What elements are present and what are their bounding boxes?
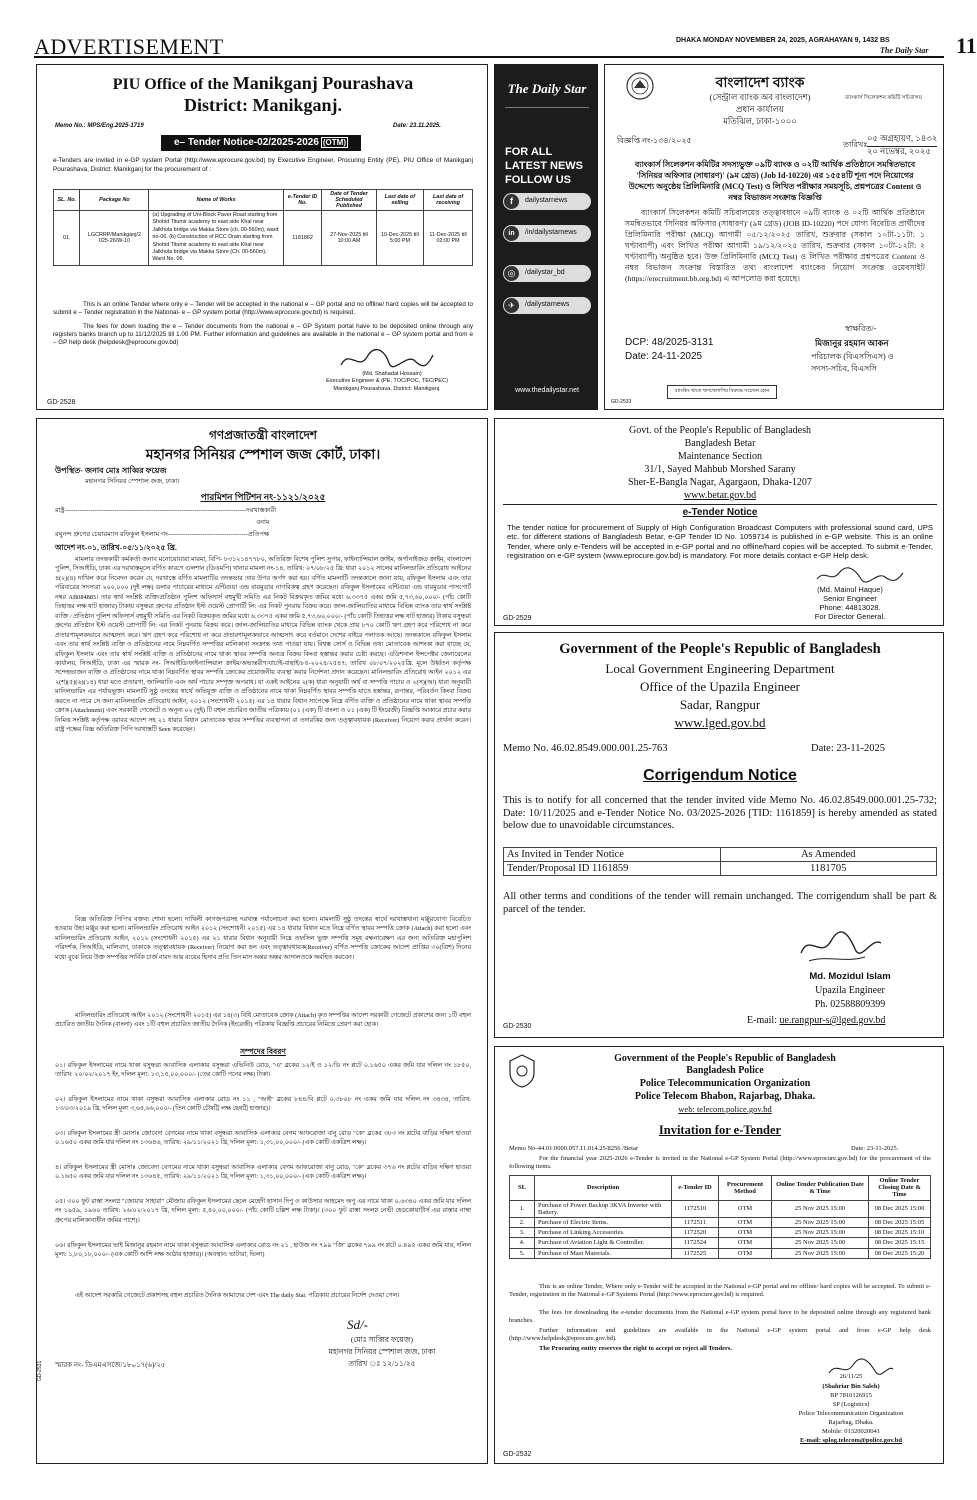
ad6-gd-code: GD-2532 xyxy=(503,1451,532,1458)
ad5-gd-code: GD-2530 xyxy=(503,1023,532,1030)
ad3-state: রাষ্ট্র------------------------------------------------------------------------------------দরখাস্তকারী xyxy=(55,507,277,514)
ad6-cell: 08 Dec 2025 15:20 xyxy=(869,1248,931,1258)
table-row xyxy=(504,848,937,862)
ad6-cell: 1172510 xyxy=(672,1200,719,1217)
table-row xyxy=(510,1248,931,1258)
ad1-sig-title: Executive Engineer & (PE, TOC/POC, TEC/PEC) xyxy=(326,378,448,384)
list-item: ৪। রফিকুল ইসলামের স্ত্রী মোসাঃ জোবেদা বেগমের নামে থাকা বসুন্ধরা আবাসিক এলাকার বেগম আফরোজা বানু রোড, "কে" ব্লকের ৩৭৬ নং প্লটের বাড়ির দক্ষিণ হাওয়া ০.১৬৫০ একর জমি যার দলিল নং ১৩৬৪৫, তারিখ: ২৯/১১/২০২১ খ্রি, দলিল মূল্য: ১,৩১,০০,০০০/- (এক কোটি একত্রিশ লক্ষ)। xyxy=(55,1164,471,1181)
ad3-p2: বিজ্ঞ অতিরিক্ত পিপি'র বক্তব্য শোনা হলো। দাখিলী কাগজপত্রসহ দরখাস্ত পর্যালোচনা করা হলো। মামলাটি সুষ্ঠু তদন্তের স্বার্থে দরখাস্তখানা মঞ্জুরযোগ্য বিবেচিত হওয়ায় উহা মঞ্জুর করা হলো। মানিলন্ডারিং প্রতিরোধ আইন ২০১২ (সংশোধনী ২০১৫) এর ১৪ ধারার বিধান মতে নিম্নে বর্ণিত স্থাবর সম্পত্তি ক্রোক (Attach) করা হলো এবং মানিলন্ডারিং প্রতিরোধ আইন, ২০১২ (সংশোধনী ২০১৫) এর ২১ ধারার বিধান অনুযায়ী নিম্নে তফসিল ভুক্ত সম্পত্তি সমূহ রক্ষনাবেক্ষণ এর জন্য অতিরিক্ত মহাপুলিশ পরিদর্শক, সিআইডি, মালিবাগ, ঢাকাকে তত্ত্বাবধায়ক (Receiver) নিয়োগ করা হল এবং তত্ত্বাবধায়ক(Receiver) বর্ণিত সম্পত্তি ক্রোকের আদেশ প্রাপ্তির ৩০(ত্রিশ) দিনের মধ্যে বুঝে নিয়ে উক্ত সম্পত্তির সার্বিক চার্জ বাবদ আয় ব্যয়ের হিসাব প্রতি তিন মাস অন্তর অন্তর আদালতকে অবহিত করবেন। xyxy=(55,916,471,961)
ad2-office: প্রধান কার্যালয় xyxy=(736,104,784,114)
ad1-table xyxy=(53,189,473,266)
ad5-sig-name: Md. Mozidul Islam xyxy=(809,971,891,982)
ad5-val1: Tender/Proposal ID 1161859 xyxy=(504,862,721,876)
ad1-notice-banner xyxy=(161,135,361,151)
ad5-table xyxy=(503,847,937,876)
ad3-petition: পারমিশন পিটিশন নং-১১২১/২০২৫ xyxy=(200,492,326,502)
ad4-sig-t1: Senior Engineer xyxy=(823,594,877,603)
ad6-cell: 08 Dec 2025 15:10 xyxy=(869,1228,931,1238)
ad1-sig-office: Manikganj Pourashava, District: Manikganj. xyxy=(333,386,441,392)
ad6-cell: OTM xyxy=(719,1248,772,1258)
ad6-l3: Police Telecommunication Organization xyxy=(639,1078,811,1089)
ad3-sig-title: মহানগর সিনিয়র স্পেশাল জজ, ঢাকা xyxy=(328,1347,436,1356)
paper-name: The Daily Star xyxy=(880,46,929,55)
ad1-memo: Memo No.: MPS/Eng.2025-1719 xyxy=(55,123,144,129)
ad6-cell: 08 Dec 2025 15:05 xyxy=(869,1218,931,1228)
ad3-sig-date: তারিখ ঃ ১২/১১/২৫ xyxy=(348,1359,416,1368)
ad3-l2: মহানগর সিনিয়র স্পেশাল জজ কোর্ট, ঢাকা। xyxy=(145,448,381,463)
ad1-signature xyxy=(337,347,437,373)
ad1-col: Package No xyxy=(80,190,149,211)
ad6-cell: 2. xyxy=(510,1218,535,1228)
ad6-web[interactable]: web: telecom.police.gov.bd xyxy=(678,1104,772,1114)
ad6-table-header xyxy=(510,1176,931,1201)
ad6-sig-t2: SP (Logistics) xyxy=(832,1401,870,1408)
ad4-title: e-Tender Notice xyxy=(682,507,758,518)
ad5-col2: As Amended xyxy=(720,848,937,862)
ad-police-telecom-tender xyxy=(494,1046,944,1464)
ad3-accused: রঘুনন্দ গ্রুপের চেয়ারম্যান রফিকুল ইসলাম গং-------------------------------------প্রতিপক্ষ xyxy=(55,531,270,538)
promo-link-label: /dailystar_bd xyxy=(525,269,565,276)
page-number: 11 xyxy=(956,33,977,58)
ad6-sig-name: (Shahriar Bin Saleh) xyxy=(822,1383,880,1390)
promo-link-label: /dailystarnews xyxy=(525,301,570,308)
table-row xyxy=(510,1238,931,1248)
ad6-cell: Purchase of Linking Accessories. xyxy=(535,1228,672,1238)
ad3-order: আদেশ নং-০১, তারিখ-০৫/১১/২০২৫ খ্রি. xyxy=(55,543,177,552)
ad2-date: Date: 24-11-2025 xyxy=(625,351,703,362)
ad1-org-name: Manikganj Pourashava xyxy=(232,73,414,93)
ad3-gd-code: GD-2531 xyxy=(37,1360,43,1381)
list-item: ০৬। রফিকুল ইসলামের ভাই মিজানুর রহমান নামে থাকা বসুন্ধরা আবাসিক এলাকার রোড নং ২১ , হাউজ নং ৭৯৯ "জি" ব্লকের ৭৯৯ নং প্লটে ০.৪৯৫ একর জমি যার, দলিল মূল্য: ১,৮০,১৮,০০০/- (এক কোটি আশি লক্ষ আঠার হাজার)। (অবস্থান: ভাটারা, ভিলা) xyxy=(55,1242,471,1259)
ad2-title: ব্যাংকার্স সিলেকশন কমিটির সদস্যভুক্ত ০৯টি ব্যাংক ও ০২টি আর্থিক প্রতিষ্ঠানে সমন্বিতভাবে 'সিনিয়র অফিসার (সাধারণ)' (৯ম গ্রেড) (Job Id-10220) এর ১৫৫৪টি শূন্য পদে নিয়োগের উদ্দেশ্যে অনুষ্ঠেয় প্রিলিমিনারি (MCQ Test) ও লিখিত পরীক্ষার সময়সূচি, প্রশ্নপত্রের Content ও নম্বর বিভাজন সংক্রান্ত বিজ্ঞপ্তি xyxy=(628,160,922,202)
ad6-cell: 1172524 xyxy=(672,1238,719,1248)
promo-logo: The Daily Star xyxy=(507,81,587,96)
ad3-present2: মহানগর সিনিয়র স্পেশাল জজ, ঢাকা। xyxy=(85,478,180,485)
ad3-schedule: সম্পদের বিবরণ xyxy=(240,1047,286,1056)
ad6-cell: OTM xyxy=(719,1228,772,1238)
table-row xyxy=(510,1218,931,1228)
ad6-table xyxy=(509,1175,931,1259)
ad-manikganj-tender xyxy=(36,64,488,410)
ad6-cell: 08 Dec 2025 15:00 xyxy=(869,1200,931,1217)
ad1-cell: (a) Upgrading of Uni-Block Paver Road starting from Shohid Titumir academy to east side Khal near Jalkhola bridge via Makka Store (ch. 00-560m), ward no-06. (b) Construction of RCC Drain starting from Shohid Titumir academy to east side Khal near Jalkhola bridge via Makka Store (Ch. 00-560m), Ward No. 06. xyxy=(149,211,283,266)
ad1-gd-code: GD-2528 xyxy=(47,399,76,406)
ad6-cell: OTM xyxy=(719,1218,772,1228)
ad5-title: Corrigendum Notice xyxy=(643,767,797,784)
ad-bangladesh-bank xyxy=(604,64,944,410)
ad4-signature xyxy=(815,567,905,585)
ad6-p3: Further information and guidelines are available in the National e-GP system portal and from e-GP help desk (http://www.helpdesk@eprocure.gov.bd). xyxy=(509,1327,931,1342)
ad5-email-row xyxy=(747,1015,885,1026)
ad2-gd-code: GD-2533 xyxy=(611,399,632,405)
ad1-notice: e– Tender Notice-02/2025-2026 xyxy=(173,137,319,148)
ad6-p4: The Procuring entity reserves the right to accept or reject all Tenders. xyxy=(539,1345,733,1352)
ad4-sig-name: (Md. Mainul Haque) xyxy=(817,585,883,594)
ad2-dcp: DCP: 48/2025-3131 xyxy=(625,337,714,348)
ad3-p1: মামলার তদন্তকারী কর্মকর্তা জনাব মনোয়োয়ারা মারমা, বিপি- ৮৩১২১৪৭৭৮০, অতিরিক্ত বিশেষ পুলিশ সুপার, ফাইন্যান্সিয়াল ক্রাইম, অর্গানাইজড ক্রাইম, বাংলাদেশ পুলিশ, সিআইডি, ঢাকা এর দরখাস্তমূলে বর্ণিত কারণে গুলশান (ডিএমপি) থানার মামলা নং-১৪, তারিখ: ০৭/০৮/২৫ খ্রি: ধারা ২০১২ সালের মানিলন্ডারিং প্রতিরোধ আইনের ৪(২)(৪) দাখিল করে নিবেদন করেন যে, দরখাস্তে বর্ণিত মামলাটির তদন্তভার তার উপর অর্পণ করা হয়। বর্ণিত মামলাটি তদন্তকালে জানা যায়, রফিকুল ইসলাম এবং তার পরিবারের সদস্যরা ২০০,০০০ (দুই লক্ষ) ডলার পাচারের মাধ্যমে এন্টিগুয়া এন্ড বারমুডার নাগরিকত্ব গ্রহণ করেছেন। রফিকুল ইসলামের এন্টিগুয়া এন্ড বারমুডার পাসপোর্ট নম্বর AB084885। তার স্বার্থ সংশ্লিষ্ট ব্যক্তি/প্রতিষ্ঠান পুলিশ অফিসার্স বহুমুখী সমিতি এর নিকট বিক্রয়কৃত জমির মধ্যে ৬.৩৩৭৫ একর জমি ৫,৭৩,৬০,০০০/- (পাঁচ কোটি তিহাত্তর লক্ষ ষাট হাজার) টাকায় বসুন্ধরা গ্রুপের প্রতিষ্ঠান ইস্ট ওয়েস্ট প্রোপার্টি লি: এর নিকট পুনরায় বিক্রয় করে। জাল-জালিয়াতির মাধ্যমে বিভিন্ন ব্যাংক তার স্বার্থ সংশ্লিষ্ট ব্যক্তি / প্রতিষ্ঠান পুলিশ অফিসার্স বহুমুখী সমিতি এর নিকট বিক্রয়কৃত জমির মধ্যে ৬.৩৩৭৫ একর জমি ৫,৭৩,৬০,০০০/- (পাঁচ কোটি তিহাত্তর লক্ষ ষাট হাজার) টাকায় বসুন্ধরা গ্রুপের প্রতিষ্ঠান ইস্ট ওয়েস্ট প্রোপার্টি লি: এর নিকট পুনরায় বিক্রয় করে। জাল-জালিয়াতির মাধ্যমে বিভিন্ন ব্যাংক থেকে প্রায় ৮৭০ কোটি ঋণ গ্রহণ করে পরিশোধ না করে প্রতারণামূলকভাবে আত্মসাৎ করে। ঋণ গ্রহণ করে পরিশোধ না করে প্রতারণামূলকভাবে আত্মসাৎ করে বর্তমানে দেশের বাইরে পলাতক আছে। তদন্তকালে রফিকুল ইসলাম এবং তার স্বার্থ সংশ্লিষ্ট ব্যক্তি ও প্রতিষ্ঠানের নামে নিম্নবর্ণিত সম্পত্তির মালিকানা সংক্রান্ত তথ্য পাওয়া যায়। বিশ্বস্ত সোর্স ও বিভিন্ন তথ্য মোতাবেক আশংকা করা যাচ্ছে যে, রফিকুল ইসলাম এবং তার স্বার্থ সংশ্লিষ্ট ব্যক্তি ও প্রতিষ্ঠানের নামে থাকা স্থাবর সম্পত্তি অন্যত্র বিক্রয় কিংবা হস্তান্তর করার চেষ্টা করছে। এডিশনাল ইন্সপেক্টর জেনারেলের কার্যালয়, সিআইডি, ঢাকা এর স্মারক নং- সিআইডি/ফাইন্যান্সিয়াল ক্রাইম/অভ্যন্তরীণ/যাচাই-বাছাই/৮৫-২০২৪/২৫৪৭; তারিখ ০৮/০৭/২০২৫খ্রি. মূলে উর্ধ্বতন কর্তৃপক্ষ সন্দেহভাজন ব্যক্তি ও প্রতিষ্ঠানের নামে থাকা নিম্নবর্ণিত স্থাবর সম্পত্তি ক্রোকের প্রয়োজনীয় ব্যবস্থা করার নির্দেশনা প্রদান করেছেন। মানিলন্ডারিং প্রতিরোধ আইন ২০১২ এর ২(শ)(৫)(৬)(১৪) ধারা মতে প্রতারণা, জালিয়াতি এবং অর্থ পাচার সম্পৃক্ত অপরাধ। যা একই আইনের ২(ক) ধারা অনুযায়ী অর্থ বা সম্পত্তি পাচার ও ২(স)(আ) ধারা অনুযায়ী মানিলন্ডারিং এর পর্যায়ভুক্ত। মামলাটি সুষ্ঠু তদন্তের স্বার্থে অভিযুক্ত ব্যক্তি ও প্রতিষ্ঠানের নামে থাকা নিম্নবর্ণিত স্থাবর সম্পত্তি যাতে হস্তান্তর, রূপান্তর, পরিবর্তন কিংবা বিক্রয় করতে না পারে সে জন্য মানিলন্ডারিং প্রতিরোধ আইন, ২০১২ (সংশোধনী ২০১৫) এর ১৪ ধারার বিধান সাপেক্ষে নিম্নে বর্ণিত ব্যক্তি ও প্রতিষ্ঠানের নামে থাকা স্থাবর সম্পত্তি ক্রোক (Attachment) এবং সরকারী গেজেটে ও অনূন্য ০২ (দুই) টি বহুল প্রচারিত জাতীয় পত্রিকায় (০১ (এক) টি বাংলা ও ০১ (এক) টি ইংরেজী) বিজ্ঞপ্তি আকারে প্রচার করার নিমিত্ত সংশ্লিষ্ট কর্তৃপক্ষ বরাবর আদেশ সহ ২১ ধারার বিধান মোতাবেক স্থাবর সম্পত্তির ব্যবস্থাপনা বা তদারকির জন্য তত্ত্বাবধায়ক (Receiver) নিয়োগ করার প্রার্থনা করেন। রাষ্ট্র পক্ষের বিজ্ঞ অতিরিক্ত পিপি দরখাস্তটি Seen করেছেন। xyxy=(55,556,471,734)
ad6-cell: 1172511 xyxy=(672,1218,719,1228)
promo-headline: FOR ALL LATEST NEWS FOLLOW US xyxy=(505,146,584,186)
ad5-date: Date: 23-11-2025 xyxy=(811,743,885,754)
promo-link-facebook[interactable] xyxy=(503,193,591,210)
ad1-intro: e-Tenders are invited in e-GP system Portal (http://www.eprocure.gov.bd) by Executive Engineer, Procuring Entity (PE), PIU Office of Manikganj Pourashava, District: Manikganj for the procurement of : xyxy=(53,157,473,173)
ad4-l5: Sher-E-Bangla Nagar, Agargaon, Dhaka-1207 xyxy=(628,477,812,488)
ad1-cell: 27-Nov-2025 till 10:00 AM xyxy=(322,211,376,266)
list-item: ০১। রফিকুল ইসলামের নামে থাকা বসুন্ধরা আবাসিক এলাকার বসুন্ধরা এভিনিউ রোড, "এ" ব্লকের ১২/ই ও ১২/ডি নং প্লটে ০.১৬৫০ একর জমি যার দলিল নং ১৮৫০, তারিখ: ২০/০২/২০১৭ ইং, দলিল মূল্য: ১৩,১৫,০০,০০০/- (তের কোটি পনের লক্ষ) টাকা। xyxy=(55,1062,471,1079)
ad6-sig-t4: Rajarbag, Dhaka. xyxy=(828,1419,874,1426)
ad3-closing: এই আদেশ সরকারি গেজেটে প্রকাশসহ বহুল প্রচারিত দৈনিক আমাদের দেশ এবং The daily Star. পত্রিকায় প্রচারের নির্দেশ দেওয়া গেল। xyxy=(75,1292,400,1299)
ad4-l1: Govt. of the People's Republic of Bangladesh xyxy=(628,425,812,436)
ad1-col: e-Tender ID No. xyxy=(283,190,321,211)
ad1-date: Date: 23.11.2025. xyxy=(393,123,441,129)
ad6-cell: Purchase of Mast Materials. xyxy=(535,1248,672,1258)
ad6-date: Date: 23-11-2025. xyxy=(851,1145,899,1152)
ad6-p1: This is an online Tender, Where only e-Tender will be accepted in the National e-GP portal and no offline/ hard copies will be accepted. To submit e-Tender, registration in the National e-GP Systems Portal (http://www.eprocure.gov.bd) is required. xyxy=(509,1283,931,1298)
ad5-signature xyxy=(795,929,885,969)
promo-link-label: /in/dailystarnews xyxy=(525,229,577,236)
instagram-icon: ◎ xyxy=(504,266,519,281)
ad2-date2: ২০ নভেম্বর, ২০২৫ xyxy=(867,146,932,156)
ad4-url[interactable]: www.betar.gov.bd xyxy=(683,490,757,501)
table-row xyxy=(510,1228,931,1238)
ad6-sig-t5: Mobile: 01320020041 xyxy=(822,1428,880,1435)
ad-court-order xyxy=(36,418,488,1464)
ad3-present: উপস্থিত- জনাব মোঃ সাব্বির ফয়েজ xyxy=(55,466,167,475)
ad6-col: Description xyxy=(535,1176,672,1201)
table-row xyxy=(510,1200,931,1217)
ad6-cell: 25 Nov 2025 15:00 xyxy=(772,1200,869,1217)
ad1-cell: 01. xyxy=(54,211,80,266)
dateline: DHAKA MONDAY NOVEMBER 24, 2025, AGRAHAYAN 9, 1432 BS xyxy=(676,37,890,44)
list-item: ০৫। ৩০০ ফুট রাস্তা সংলগ্ন "জোয়ার সাহারা" মৌজায় রফিকুল ইসলামের ছেলে মেহেদী হাসান দিপু ও কাউসার আহমেদ অপু এর নামে থাকা ০.৬৩৪০ একর জমি যার দলিল নং ১৯৫৯, ১৯৬০ তারিখ: ২৬/০২/২০১৭ খ্রি, দলিল মূল্য: ৫,৪০,০০,০০০/- (পাঁচ কোটি চল্লিশ লক্ষ টাকা)। (৩০০ ফুট রাস্তা সংলগ্ন নেভী হেডকোয়ার্টার্স এর রাস্তার নাম্বা গ্রুপের মালিকানাধীন জমির পাশে)। xyxy=(55,1198,471,1224)
ad-lged-corrigendum xyxy=(494,632,944,1038)
police-logo-icon xyxy=(507,1053,537,1089)
ad1-col: Last date of selling xyxy=(376,190,424,211)
ad6-col: SL xyxy=(510,1176,535,1201)
ad4-l4: 31/1, Sayed Mahbub Morshed Sarany xyxy=(644,464,796,475)
ad6-cell: 5. xyxy=(510,1248,535,1258)
facebook-icon: f xyxy=(504,194,519,209)
ad1-org: PIU Office of the xyxy=(112,76,229,93)
ad5-sig-t2: Ph. 02588809399 xyxy=(814,999,886,1010)
ad2-org: বাংলাদেশ ব্যাংক xyxy=(715,76,805,91)
ad3-l1: গণপ্রজাতন্ত্রী বাংলাদেশ xyxy=(208,428,318,442)
ad5-l2: Local Government Engineering Department xyxy=(605,661,835,676)
ad6-cell: OTM xyxy=(719,1238,772,1248)
ad6-title: Invitation for e-Tender xyxy=(658,1123,782,1137)
ad-betar-tender xyxy=(494,418,944,626)
ad1-district: District: Manikganj. xyxy=(184,95,342,115)
ad6-cell: 1172520 xyxy=(672,1228,719,1238)
ad5-body2: All other terms and conditions of the tender will remain unchanged. The corrigendum shall be part & parcel of the tender. xyxy=(503,891,937,915)
ad6-sig-date: 26/11/25 xyxy=(839,1373,863,1380)
promo-link-telegram[interactable] xyxy=(503,297,591,314)
ad6-cell: 25 Nov 2025 15:00 xyxy=(772,1248,869,1258)
ad3-memo: স্মারক নং- ডিএমএসজে/১৮০১৭(৬)/২৫ xyxy=(55,1361,166,1369)
ad6-memo: Memo No-44.01.0000.057.11.014.25/8256 /Betar xyxy=(509,1145,639,1152)
ad5-url[interactable]: www.lged.gov.bd xyxy=(674,715,766,730)
ad2-signed: স্বাক্ষরিত/- xyxy=(845,324,877,333)
ad4-sig-t3: For Director General. xyxy=(814,612,886,621)
ad4-gd-code: GD-2529 xyxy=(503,615,532,622)
ad2-sig-name: মিজানুর রহমান আকন xyxy=(815,338,889,348)
ad1-col: Date of Tender Scheduled Published xyxy=(322,190,376,211)
ad1-otm: (OTM) xyxy=(322,138,346,147)
ad4-sig-t2: Phone: 44813028. xyxy=(819,603,881,612)
table-row xyxy=(504,862,937,876)
ad2-body: ব্যাংকার্স সিলেকশন কমিটি সচিবালয়ের তত্ত্বাবধানে ০৯টি ব্যাংক ও ০২টি আর্থিক প্রতিষ্ঠানে সমন্বিতভাবে 'সিনিয়র অফিসার (সাধারণ)' (৯ম গ্রেড) (JOB ID-10220) পদে যোগ্য বিবেচিত প্রার্থীদের প্রিলিমিনারি পরীক্ষা (MCQ) আগামী ০৫/১২/২০২৫ তারিখ, শুক্রবার (সকাল ১০টা-১১টা: ১ ঘণ্টাব্যাপী) এবং লিখিত পরীক্ষা আগামী ১৯/১২/২০২৫ তারিখ, শুক্রবার (সকাল ১০টা-১২টা: ২ ঘণ্টাব্যাপী) অনুষ্ঠিত হবে। উক্ত প্রিলিমিনারি (MCQ Test) ও লিখিত পরীক্ষার প্রশ্নপত্রের Content ও নম্বর বিভাজন সংক্রান্ত বিস্তারিত তথ্য বাংলাদেশ ব্যাংকের নিয়োগ সংক্রান্ত ওয়েবসাইট (https://erecruitment.bb.org.bd) এ আপলোড করা হয়েছে। xyxy=(625,208,925,283)
ad4-body: The tender notice for procurement of Supply of High Configuration Broadcast Computers with professional sound card, UPS etc. for different stations of Bangladesh Betar, e-GP Tender ID No. 1059714 is published in e-GP website. This is an online Tender, where only e-Tenders will be accepted in e-GP portal and no offline/hard copies will be accepted. To submit e-Tender, registration on e-GP system (www.eprocure.gov.bd) is mandatory. For more details contact e-GP Help desk. xyxy=(507,523,933,561)
ad2-footnote: ব্যাংকিং খাতে ঋণখেলাপির বিরুদ্ধে সচেতন হোন xyxy=(667,385,777,399)
ad1-header xyxy=(37,73,488,94)
ad1-para1: This is an online Tender where only e – Tender will be accepted in the national e – GP portal and no offline/ hard copies will be accepted to submit e – Tender registration in the National- e – GP system portal (http://www.eprocure.gov.bd) is required. xyxy=(53,301,473,316)
ad3-sig-name: (মোঃ সাব্বির ফয়েজ) xyxy=(350,1335,414,1344)
promo-link-linkedin[interactable] xyxy=(503,225,591,242)
ad6-l1: Government of the People's Republic of Bangladesh xyxy=(614,1053,836,1064)
ad6-l2: Bangladesh Police xyxy=(686,1065,764,1076)
masthead xyxy=(34,33,977,59)
table-row xyxy=(54,211,473,266)
section-title: ADVERTISEMENT xyxy=(34,34,224,59)
promo-daily-star xyxy=(494,64,598,410)
list-item: ০৩। রফিকুল ইসলামের স্ত্রী মোসাঃ জোবেদা বেগমের নামে থাকা বসুন্ধরা আবাসিক এলাকার বেগম আফরোজা বানু রোড "কে" ব্লকের ৩৮৩ নং প্লটের বাড়ির দক্ষিণ হাওয়া ০.১৬৫০ একর জমি যার দলিল নং ১৩৬৪৬, তারিখ: ২৯/১১/২০২১ খ্রি, দলিল মূল্য: ১,৩১,০০,০০০/- (এক কোটি একত্রিশ লক্ষ)। xyxy=(55,1130,471,1147)
ad5-col1: As Invited in Tender Notice xyxy=(504,848,721,862)
ad1-cell: 1181862 xyxy=(283,211,321,266)
ad5-sig-t1: Upazila Engineer xyxy=(815,985,885,996)
ad6-cell: 4. xyxy=(510,1238,535,1248)
ad2-sub: (সেন্ট্রাল ব্যাংক অব বাংলাদেশ) xyxy=(709,92,811,102)
promo-link-label: dailystarnews xyxy=(525,197,568,204)
ad1-table-header xyxy=(54,190,473,211)
ad1-sig-name: (Md. Shahadat Hossain) xyxy=(362,371,422,377)
ad2-sig-t1: পরিচালক (বিএসসিএস) ও xyxy=(811,352,894,361)
ad1-cell: 11-Dec-2025 till 02:00 PM xyxy=(424,211,473,266)
ad1-col: SL. No. xyxy=(54,190,80,211)
ad6-cell: 1. xyxy=(510,1200,535,1217)
ad5-body: This is to notify for all concerned that the tender invited vide Memo No. 46.02.8549.000.001.25-732; Date: 10/11/2025 and e-Tender Notice No. 03/2025-2026 [TID: 1161859] is hereby amended as stated below due to unavoidable circumstances. xyxy=(503,795,937,832)
ad2-date-label: তারিখঃ xyxy=(843,140,868,149)
ad6-col: Procurement Method xyxy=(719,1176,772,1201)
ad6-cell: Purchase of Power Backup 3KVA Inverter with Battery. xyxy=(535,1200,672,1217)
ad3-p3: মানিলন্ডারিং প্রতিরোধ আইন ২০১২ (সংশোধনী ২০১৫) এর ১৪(৩) বিধি মোতাবেক ক্রোক (Attach) কৃত সম্পত্তির আদেশ সরকারী গেজেটে প্রকাশের জন্য ১টি বহুল প্রচারিত জাতীয় দৈনিক (বাংলা) এবং ১টি বহুল প্রচারিত জাতীয় দৈনিক (ইংরেজী) পত্রিকায় বিজ্ঞপ্তি প্রচারের নিমিত্তে প্রেরণ করা হোক। xyxy=(55,1012,471,1029)
ad1-col: Last date of receiving xyxy=(424,190,473,211)
ad6-cell: 25 Nov 2025 15:00 xyxy=(772,1218,869,1228)
ad5-l4: Sadar, Rangpur xyxy=(679,697,761,712)
bank-seal-icon xyxy=(625,71,655,101)
linkedin-icon: in xyxy=(504,226,519,241)
ad6-cell: OTM xyxy=(719,1200,772,1217)
ad2-city: মতিঝিল, ঢাকা-১০০০ xyxy=(723,116,797,126)
ad6-col: Online Tender Publication Date & Time xyxy=(772,1176,869,1201)
ad6-email[interactable]: E-mail: splog.telecom@police.gov.bd xyxy=(799,1437,903,1444)
ad4-l3: Maintenance Section xyxy=(677,451,763,462)
ad6-col: e-Tender ID xyxy=(672,1176,719,1201)
ad6-sig-t3: Police Telecommunication Organization xyxy=(798,1410,904,1417)
ad5-email-label: E-mail: xyxy=(747,1015,777,1026)
telegram-icon: ✈ xyxy=(504,298,519,313)
ad6-cell: 3. xyxy=(510,1228,535,1238)
ad6-cell: 1172525 xyxy=(672,1248,719,1258)
ad6-sig-t1: BP 7810126915 xyxy=(830,1392,872,1399)
promo-link-instagram[interactable] xyxy=(503,265,591,282)
ad2-sig-t2: সদস্য-সচিব, বিএসসি xyxy=(811,364,877,373)
ad5-l1: Government of the People's Republic of Bangladesh xyxy=(559,641,881,657)
ad6-cell: 25 Nov 2025 15:00 xyxy=(772,1238,869,1248)
ad2-notice-no: বিজ্ঞপ্তি নং-১৩৪/২০২৫ xyxy=(617,136,692,145)
ad6-l4: Police Telecom Bhabon, Rajarbag, Dhaka. xyxy=(634,1091,816,1102)
ad6-intro: For the financial year 2025-2026 e-Tender is invited in the National e-GP System Portal (http://www.eprocure.gov.bd) for the procurement of the following items. xyxy=(509,1155,931,1170)
ad6-p2: The fees for downloading the e-tender documents from the National e-GP system portal have to be deposited online through any registered bank branches. xyxy=(509,1309,931,1324)
ad2-side: ব্যাংকার্স সিলেকশন কমিটি সচিবালয় xyxy=(845,95,922,101)
ad4-l2: Bangladesh Betar xyxy=(684,438,756,449)
ad6-cell: 25 Nov 2025 15:00 xyxy=(772,1228,869,1238)
ad5-l3: Office of the Upazila Engineer xyxy=(639,679,801,694)
ad5-val2: 1181705 xyxy=(720,862,937,876)
ad3-sd: Sd/- xyxy=(347,1317,368,1332)
ad6-cell: 08 Dec 2025 15:15 xyxy=(869,1238,931,1248)
ad5-memo: Memo No. 46.02.8549.000.001.25-763 xyxy=(503,743,668,754)
ad6-cell: Purchase of Electric Items. xyxy=(535,1218,672,1228)
ad1-para2: The fees for down loading the e – Tender documents from the national e – GP System portal have to be deposited online through any registers banks branch up to 11/12/2025 till 1.00 PM. Further information and guidelines are available in the national e – GP system portal and from e – GP help desk (helpdesk@eprocure.gov.bd) xyxy=(53,323,473,346)
ad1-col: Name of Works xyxy=(149,190,283,211)
promo-url[interactable]: www.thedailystar.net xyxy=(515,387,579,394)
list-item: ০২। রফিকুল ইসলামের নামে থাকা বসুন্ধরা আবাসিক এলাকার রোড নং ১১ , "আই" ব্লকের ৮৪৪/বি প্লটে ০.৩৮০৮ নং একর জমি যার দলিল নং ৩৪৩৪, তারিখ: ১৩/০৩/২০১৯ খ্রি, দলিল মূল্য ৩,৬৪,৬৬,০০০/- (তিন কোটি চৌষট্টি লক্ষ ছেষট্টি হাজার)। xyxy=(55,1096,471,1113)
ad3-vs: বনাম xyxy=(256,519,270,526)
ad2-date1: ০৫ অগ্রহায়ণ, ১৪৩২ xyxy=(867,132,937,147)
ad5-email[interactable]: ue.rangpur-s@lged.gov.bd xyxy=(779,1015,886,1026)
ad6-cell: Purchase of Aviation Light & Controller. xyxy=(535,1238,672,1248)
ad1-cell: 10-Dec-2025 till 5:00 PM xyxy=(376,211,424,266)
ad1-cell: LGCRRP/Manikganj/2 025-26/W-10 xyxy=(80,211,149,266)
ad6-col: Online Tender Closing Date & Time xyxy=(869,1176,931,1201)
